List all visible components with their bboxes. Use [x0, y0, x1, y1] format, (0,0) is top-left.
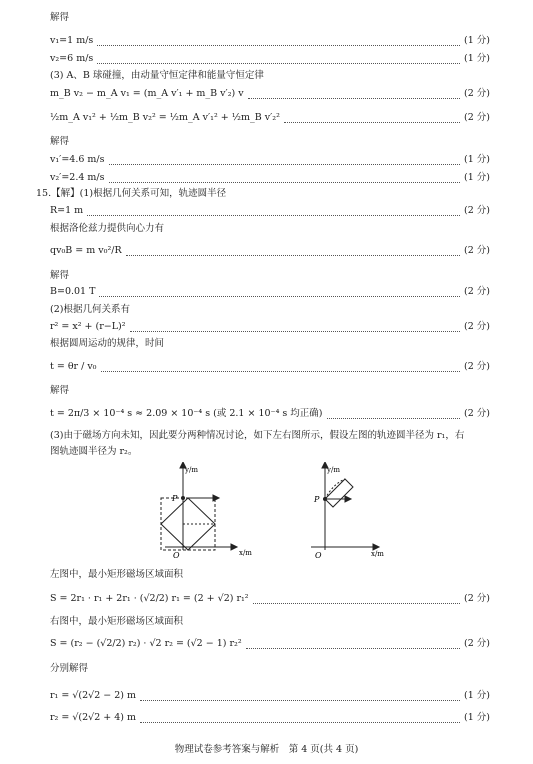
right-label-p: P — [314, 495, 320, 504]
line-l7: 解得 — [50, 136, 70, 147]
right-label-y: y/m — [327, 466, 340, 474]
line-l25: S = 2r₁ · r₁ + 2r₁ · (√2/2) r₁ = (2 + √2) r₁² (2 分) — [50, 593, 490, 604]
line-l4: (3) A、B 球碰撞，由动量守恒定律和能量守恒定律 — [50, 70, 264, 81]
line-l22: (3)由于磁场方向未知，因此要分两种情况讨论，如下左右图所示，假设左图的轨迹圆半径为 r₁，右 — [50, 430, 465, 441]
left-figure — [155, 462, 270, 562]
line-l27: S = (r₂ − (√2/2) r₂) · √2 r₂ = (√2 − 1) r₂² (2 分) — [50, 638, 490, 649]
right-label-o: O — [315, 551, 322, 560]
line-l11: R=1 m (2 分) — [50, 205, 490, 216]
line-l8: v₁′=4.6 m/s (1 分) — [50, 154, 490, 165]
right-figure — [305, 462, 400, 562]
line-l23: 图轨迹圆半径为 r₂。 — [50, 446, 138, 457]
page-footer: 物理试卷参考答案与解析 第 4 页(共 4 页) — [174, 744, 359, 755]
right-label-x: x/m — [371, 550, 384, 558]
left-label-p: P — [172, 494, 178, 503]
line-l6: ½m_A v₁² + ½m_B v₂² = ½m_A v′₁² + ½m_B v′₂² (2 分) — [50, 112, 490, 123]
line-l13: qv₀B = m v₀²/R (2 分) — [50, 245, 490, 256]
left-velocity-arrow — [213, 495, 219, 501]
left-label-y: y/m — [185, 466, 198, 474]
line-l5: m_B v₂ − m_A v₁ = (m_A v′₁ + m_B v′₂) v (2 分) — [50, 88, 490, 99]
left-label-o: O — [173, 551, 180, 560]
line-l10: 15.【解】(1)根据几何关系可知，轨迹圆半径 — [36, 188, 227, 199]
left-label-x: x/m — [239, 549, 252, 557]
line-l19: t = θr / v₀ (2 分) — [50, 361, 490, 372]
line-l1: 解得 — [50, 12, 70, 23]
line-l21: t = 2π/3 × 10⁻⁴ s ≈ 2.09 × 10⁻⁴ s (或 2.1 × 10⁻⁴ s 均正确) (2 分) — [50, 408, 490, 419]
line-l28: 分别解得 — [50, 663, 89, 674]
line-l16: (2)根据几何关系有 — [50, 304, 130, 315]
right-min-rect — [325, 479, 353, 507]
line-l26: 右图中，最小矩形磁场区域面积 — [50, 616, 184, 627]
left-point-p — [181, 496, 185, 500]
line-l2: v₁=1 m/s (1 分) — [50, 35, 490, 46]
line-l24: 左图中，最小矩形磁场区域面积 — [50, 569, 184, 580]
line-l9: v₂′=2.4 m/s (1 分) — [50, 172, 490, 183]
line-l15: B=0.01 T (2 分) — [50, 286, 490, 297]
line-l14: 解得 — [50, 270, 70, 281]
line-l12: 根据洛伦兹力提供向心力有 — [50, 223, 165, 234]
left-x-arrow — [231, 544, 237, 550]
line-l18: 根据圆周运动的规律，时间 — [50, 338, 165, 349]
right-point-p — [323, 497, 327, 501]
line-l20: 解得 — [50, 385, 70, 396]
right-velocity-arrow — [345, 496, 351, 502]
line-l30: r₂ = √(2√2 + 4) m (1 分) — [50, 712, 490, 723]
line-l17: r² = x² + (r−L)² (2 分) — [50, 321, 490, 332]
line-l29: r₁ = √(2√2 − 2) m (1 分) — [50, 690, 490, 701]
line-l3: v₂=6 m/s (1 分) — [50, 53, 490, 64]
